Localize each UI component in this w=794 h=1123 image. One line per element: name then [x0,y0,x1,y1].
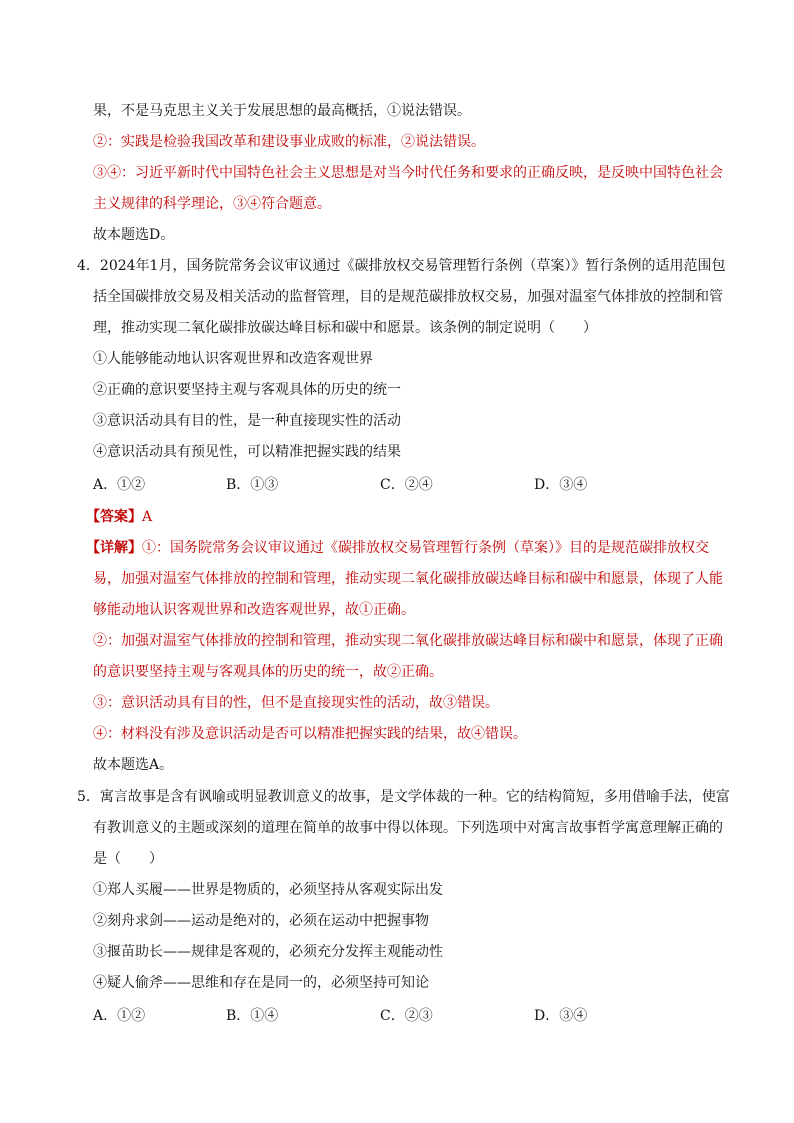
answer-label: 【答案】 [86,509,142,525]
analysis-label: 【详解】 [86,540,142,556]
q4-item-3: ③意识活动具有目的性，是一种直接现实性的活动 [93,413,401,429]
prev-analysis-line-1: 果，不是马克思主义关于发展思想的最高概括，①说法错误。 [93,103,471,119]
q5-item-1: ①郑人买履——世界是物质的，必须坚持从客观实际出发 [93,882,443,898]
q4-item-4: ④意识活动具有预见性，可以精准把握实践的结果 [93,444,401,460]
q4-option-c: C．②④ [380,477,433,493]
q4-item-2: ②正确的意识要坚持主观与客观具体的历史的统一 [93,382,401,398]
prev-analysis-line-3: ③④：习近平新时代中国特色社会主义思想是对当今时代任务和要求的正确反映，是反映中国特色社会 [93,165,723,181]
q4-stem-line-3: 理，推动实现二氧化碳排放碳达峰目标和碳中和愿景。该条例的制定说明（ ） [93,320,597,336]
q5-option-a: A．①② [93,1008,146,1024]
q5-item-2: ②刻舟求剑——运动是绝对的，必须在运动中把握事物 [93,913,429,929]
prev-analysis-line-2: ②：实践是检验我国改革和建设事业成败的标准，②说法错误。 [93,134,485,150]
q5-option-b: B．①④ [226,1008,279,1024]
q5-option-d: D．③④ [534,1008,588,1024]
q4-stem-line-2: 括全国碳排放交易及相关活动的监督管理，目的是规范碳排放权交易，加强对温室气体排放的控制和管 [93,289,723,305]
q4-analysis-line-7: ④：材料没有涉及意识活动是否可以精准把握实践的结果，故④错误。 [93,726,527,742]
q5-stem-line-1: 5．寓言故事是含有讽喻或明显教训意义的故事，是文学体裁的一种。它的结构简短，多用借喻手法，使富 [77,789,730,805]
q5-option-c: C．②③ [380,1008,433,1024]
q5-item-3: ③揠苗助长——规律是客观的，必须充分发挥主观能动性 [93,944,443,960]
q4-analysis-line-1 [86,538,709,558]
q4-analysis-line-6: ③：意识活动具有目的性，但不是直接现实性的活动，故③错误。 [93,695,499,711]
prev-conclusion: 故本题选D。 [93,227,175,243]
q5-stem-line-3: 是（ ） [93,851,163,867]
q4-answer [86,507,152,527]
answer-value: A [142,509,153,525]
q4-stem-line-1: 4．2024年1月，国务院常务会议审议通过《碳排放权交易管理暂行条例（草案）》暂行条例的适用范围包 [77,258,726,274]
q4-analysis-line-4: ②：加强对温室气体排放的控制和管理，推动实现二氧化碳排放碳达峰目标和碳中和愿景，体现了正确 [93,633,723,649]
analysis-text-1: ①：国务院常务会议审议通过《碳排放权交易管理暂行条例（草案）》目的是规范碳排放权交 [142,540,709,556]
q4-analysis-line-5: 的意识要坚持主观与客观具体的历史的统一，故②正确。 [93,664,443,680]
q4-item-1: ①人能够能动地认识客观世界和改造客观世界 [93,351,373,367]
prev-analysis-line-4: 主义规律的科学理论，③④符合题意。 [93,196,331,212]
q4-option-b: B．①③ [226,477,279,493]
q4-analysis-line-3: 够能动地认识客观世界和改造客观世界，故①正确。 [93,602,415,618]
q5-stem-line-2: 有教训意义的主题或深刻的道理在简单的故事中得以体现。下列选项中对寓言故事哲学寓意理解正确的 [93,820,723,836]
q4-analysis-line-2: 易，加强对温室气体排放的控制和管理，推动实现二氧化碳排放碳达峰目标和碳中和愿景，体现了人能 [93,571,723,587]
q4-option-a: A．①② [93,477,146,493]
q4-option-d: D．③④ [534,477,588,493]
q5-item-4: ④疑人偷斧——思维和存在是同一的，必须坚持可知论 [93,975,429,991]
q4-conclusion: 故本题选A。 [93,757,174,773]
